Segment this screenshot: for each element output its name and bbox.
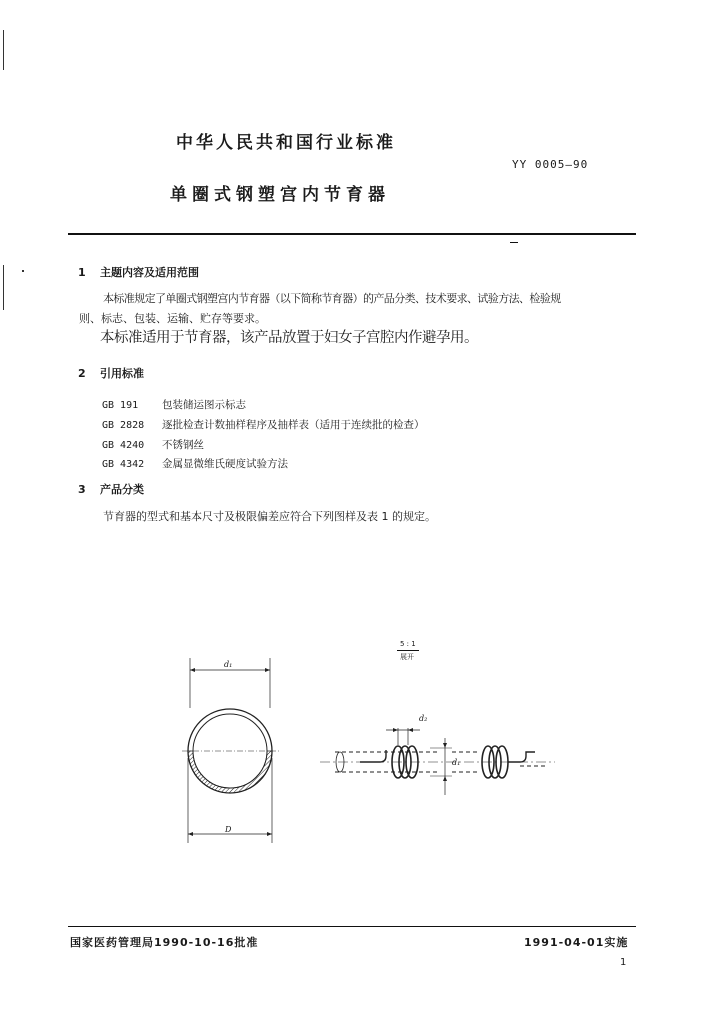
scan-edge-mark bbox=[3, 265, 4, 310]
paragraph-line: 则、标志、包装、运输、贮存等要求。 bbox=[79, 312, 266, 325]
section-number: 1 bbox=[78, 266, 86, 279]
document-title: 单圈式钢塑宫内节育器 bbox=[170, 185, 390, 205]
section-title: 主题内容及适用范围 bbox=[100, 266, 199, 279]
paragraph-line: 本标准规定了单圈式钢塑宫内节育器（以下简称节育器）的产品分类、技术要求、试验方法、检验规 bbox=[103, 292, 561, 305]
standard-category: 中华人民共和国行业标准 bbox=[176, 133, 396, 153]
section-number: 2 bbox=[78, 367, 86, 380]
scale-ratio: 5 : 1 bbox=[400, 640, 416, 648]
header-tick bbox=[510, 242, 518, 243]
reference-title: 逐批检查计数抽样程序及抽样表（适用于连续批的检查） bbox=[162, 419, 425, 431]
scale-rule bbox=[397, 650, 419, 651]
ring-coil-section bbox=[188, 751, 272, 793]
scan-edge-mark bbox=[22, 270, 24, 272]
coil-dim-label-d2: d₂ bbox=[419, 714, 428, 723]
effective-date: 1991-04-01实施 bbox=[524, 936, 629, 949]
section-number: 3 bbox=[78, 483, 86, 496]
standard-code: YY 0005—90 bbox=[512, 158, 589, 171]
header-rule bbox=[68, 233, 636, 235]
reference-code: GB 4342 bbox=[102, 459, 145, 470]
reference-code: GB 191 bbox=[102, 400, 139, 411]
section-heading bbox=[78, 481, 144, 497]
page-number: 1 bbox=[620, 957, 627, 968]
ring-drawing bbox=[170, 648, 300, 848]
reference-title: 金属显微维氏硬度试验方法 bbox=[162, 458, 288, 470]
scale-note: 展开 bbox=[400, 653, 414, 661]
reference-item bbox=[102, 413, 425, 432]
paragraph-scope: 本标准适用于节育器，该产品放置于妇女子宫腔内作避孕用。 bbox=[100, 330, 478, 346]
reference-title: 包装储运图示标志 bbox=[162, 399, 246, 411]
reference-item bbox=[102, 393, 246, 412]
coil-dim-label-d1: d₁ bbox=[452, 758, 461, 767]
footer-rule bbox=[68, 926, 636, 927]
section-heading bbox=[78, 264, 199, 280]
reference-code: GB 4240 bbox=[102, 440, 145, 451]
section-heading bbox=[78, 365, 144, 381]
ring-dim-label-bottom: D bbox=[225, 825, 232, 834]
scan-edge-mark bbox=[3, 30, 4, 70]
ring-dim-label-top: d₁ bbox=[224, 660, 233, 669]
reference-code: GB 2828 bbox=[102, 420, 145, 431]
coil-drawing bbox=[320, 700, 560, 810]
section-title: 引用标准 bbox=[100, 367, 144, 380]
section-title: 产品分类 bbox=[100, 483, 144, 496]
reference-title: 不锈钢丝 bbox=[162, 439, 204, 451]
reference-item bbox=[102, 452, 288, 471]
paragraph-line: 节育器的型式和基本尺寸及极限偏差应符合下列图样及表 1 的规定。 bbox=[103, 510, 436, 523]
approval-statement: 国家医药管理局1990-10-16批准 bbox=[70, 936, 259, 949]
reference-item bbox=[102, 433, 204, 452]
